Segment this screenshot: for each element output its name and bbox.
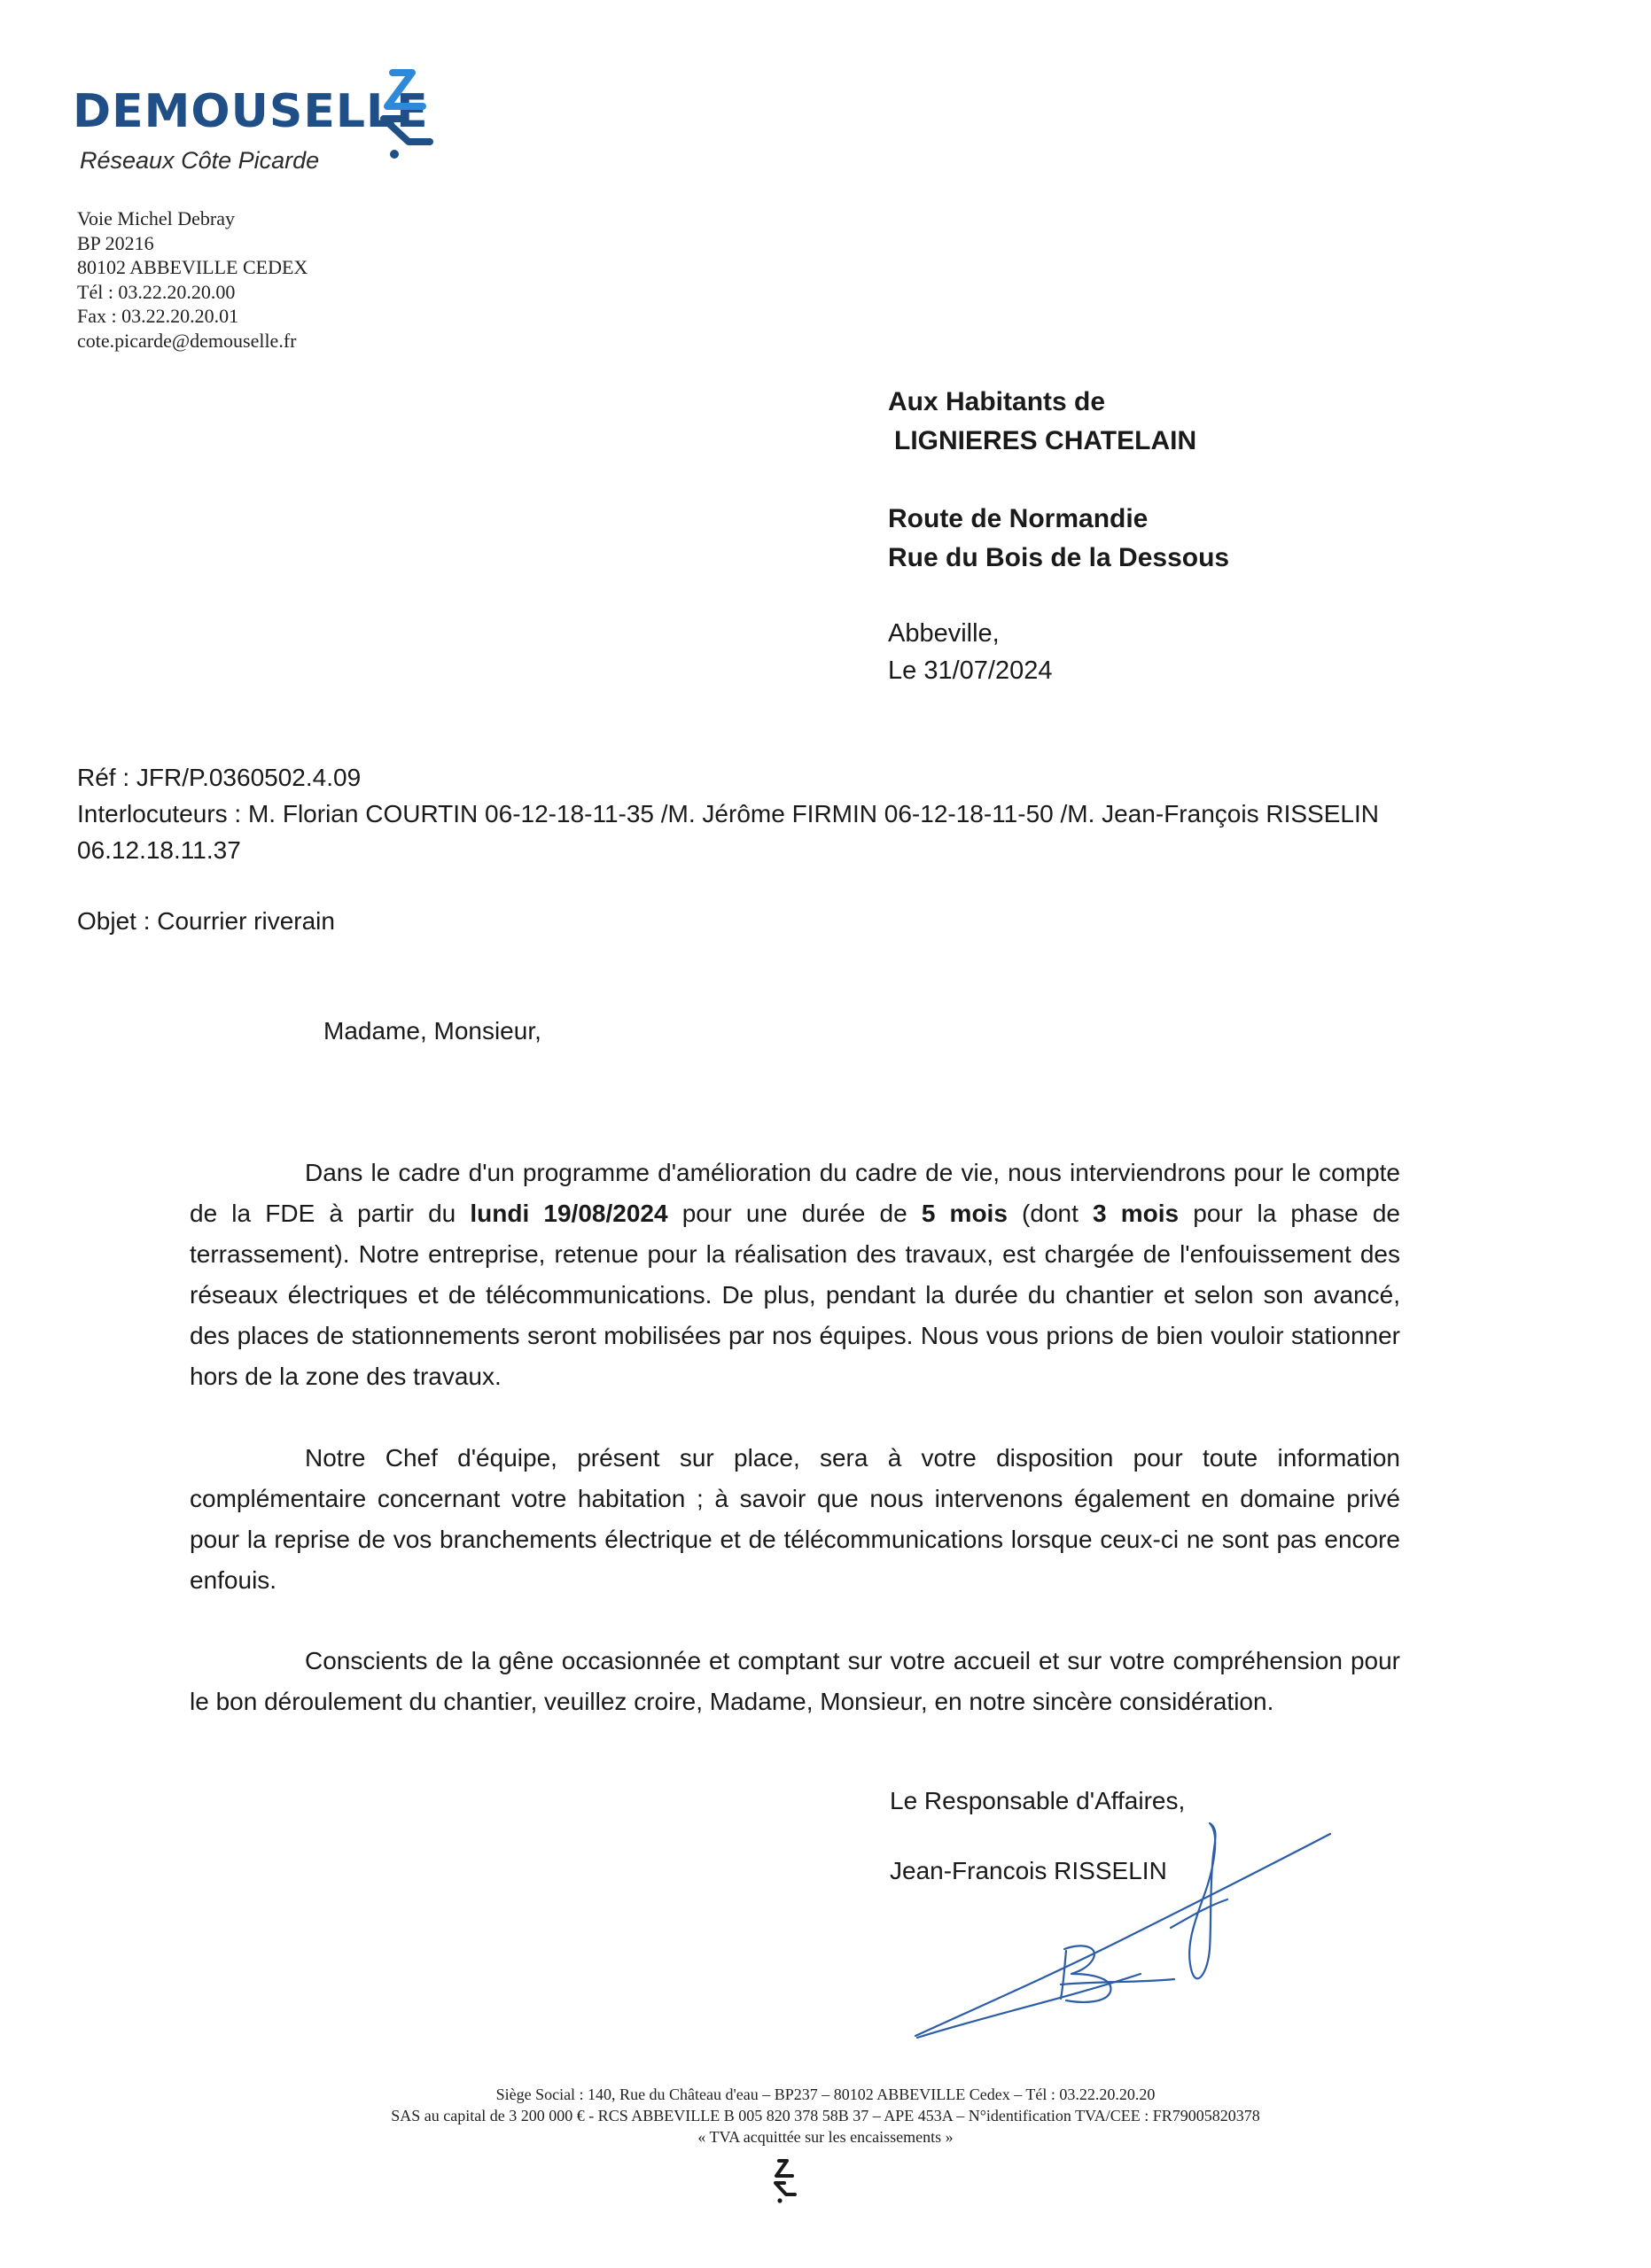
letter-object: Objet : Courrier riverain [77,907,335,935]
duration: 5 mois [921,1200,1008,1227]
recipient-street-1: Route de Normandie [888,504,1149,533]
sender-address [77,206,308,353]
reference: Réf : JFR/P.0360502.4.09 [77,764,362,791]
start-date: lundi 19/08/2024 [470,1200,668,1227]
legal-footer [0,2084,1651,2148]
letter-place: Abbeville, [888,619,1000,648]
company-logo-text: DEMOUSELLE [73,85,429,138]
footer-head-office: Siège Social : 140, Rue du Château d'eau – BP237 – 80102 ABBEVILLE Cedex – Tél : 03.22.20.20.20 [495,2085,1156,2103]
company-subtitle: Réseaux Côte Picarde [80,147,320,174]
sender-fax: Fax : 03.22.20.20.01 [77,305,239,327]
paragraph-text: Dans le cadre d'un programme d'amélioration du cadre de vie, nous interviendrons pour le compte de la FDE à partir du [190,1159,1400,1227]
footer-logo-icon [769,2158,798,2204]
footer-vat-note: « TVA acquittée sur les encaissements » [697,2128,954,2146]
company-logo-icon [368,67,439,159]
footer-registration: SAS au capital de 3 200 000 € - RCS ABBEVILLE B 005 820 378 58B 37 – APE 453A – N°identification TVA/CEE : FR79005820378 [391,2107,1260,2124]
handwritten-signature [908,1816,1343,2047]
paragraph-text: Conscients de la gêne occasionnée et comptant sur votre accueil et sur votre compréhension pour le bon déroulement du chantier, veuillez croire, Madame, Monsieur, en notre sincère considération. [190,1647,1400,1715]
signature-name: Jean-Francois RISSELIN [890,1857,1167,1884]
sender-phone: Tél : 03.22.20.20.00 [77,280,236,303]
signature-title: Le Responsable d'Affaires, [890,1787,1186,1814]
sender-email: cote.picarde@demouselle.fr [77,329,297,352]
recipient-town: LIGNIERES CHATELAIN [894,426,1197,455]
interlocutors: Interlocuteurs : M. Florian COURTIN 06-12-18-11-35 /M. Jérôme FIRMIN 06-12-18-11-50 /M. Jean-François RISSELIN [77,800,1379,827]
letter-date: Le 31/07/2024 [888,656,1053,685]
salutation: Madame, Monsieur, [323,1017,541,1045]
paragraph-text: pour la phase de terrassement). Notre entreprise, retenue pour la réalisation des travaux, est chargée de l'enfouissement des réseaux électriques et de télécommunications. De plus, pendant la durée du chantier et selon son avancé, des places de stationnements seront mobilisées par nos équipes. Nous vous prions de bien vouloir stationner hors de la zone des travaux. [190,1200,1401,1390]
sender-line: BP 20216 [77,231,154,254]
body-paragraph-1 [190,1153,1400,1397]
sender-line: 80102 ABBEVILLE CEDEX [77,256,308,278]
paragraph-text: Notre Chef d'équipe, présent sur place, sera à votre disposition pour toute information complémentaire concernant votre habitation ; à savoir que nous intervenons également en domaine privé pour la reprise de vos branchements électrique et de télécommunications lorsque ceux-ci ne sont pas encore enfouis. [190,1444,1400,1594]
interlocutors-continued: 06.12.18.11.37 [77,836,241,864]
earthwork-duration: 3 mois [1093,1200,1180,1227]
paragraph-text: pour une durée de [667,1200,922,1227]
recipient-line-1: Aux Habitants de [888,387,1106,416]
recipient-street-2: Rue du Bois de la Dessous [888,543,1230,572]
body-paragraph-3 [190,1641,1400,1722]
paragraph-text: (dont [1007,1200,1094,1227]
sender-line: Voie Michel Debray [77,207,235,229]
body-paragraph-2 [190,1438,1400,1601]
